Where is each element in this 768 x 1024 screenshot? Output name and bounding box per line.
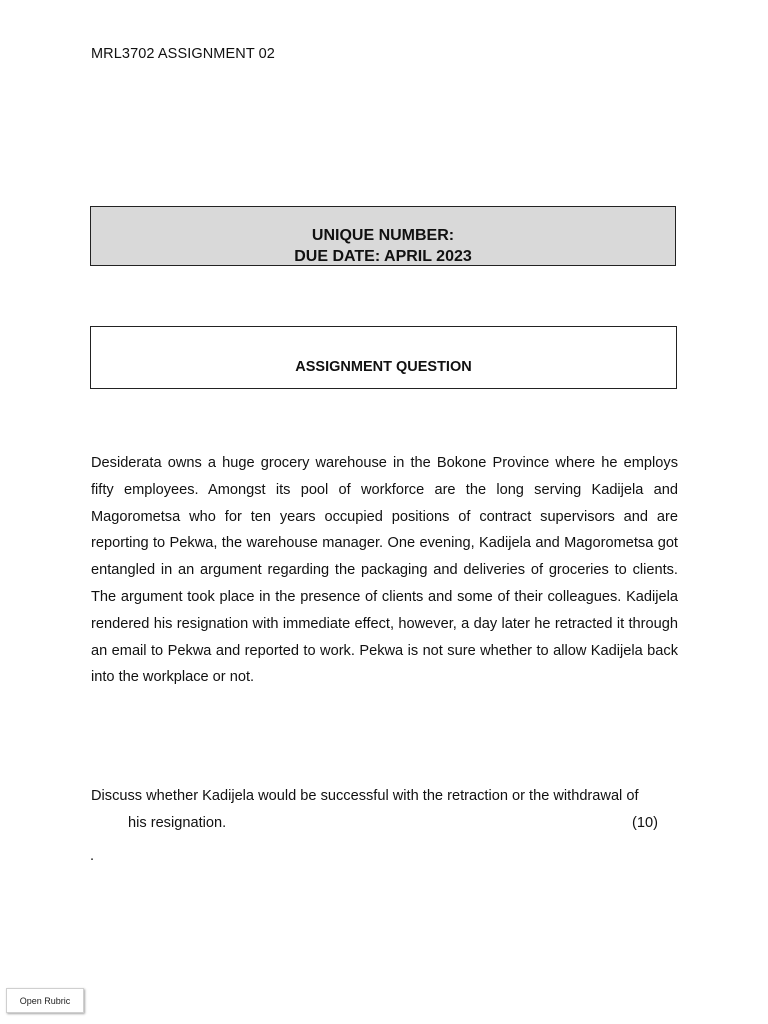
task-line-1: Discuss whether Kadijela would be successful with the retraction or the withdrawal of — [91, 788, 639, 804]
unique-number-label: UNIQUE NUMBER: — [311, 227, 455, 244]
task-line-2 — [128, 810, 658, 837]
task-line-2-text: his resignation. — [128, 815, 227, 831]
due-date-label: DUE DATE: APRIL 2023 — [294, 248, 472, 265]
scenario-paragraph: Desiderata owns a huge grocery warehouse in the Bokone Province where he employs fifty employees. Amongst its pool of workforce are the long serving Kadijela and Magorometsa who for ten years occupied positions of contract supervisors and are reporting to Pekwa, the warehouse manager. One evening, Kadijela and Magorometsa got entangled in an argument regarding the packaging and deliveries of groceries to clients. The argument took place in the presence of clients and some of their colleagues. Kadijela rendered his resignation with immediate effect, however, a day later he retracted it through an email to Pekwa and reported to work. Pekwa is not sure whether to allow Kadijela back into the workplace or not. — [91, 455, 678, 686]
trailing-dot: . — [90, 848, 95, 864]
info-box — [90, 206, 676, 266]
document-header: MRL3702 ASSIGNMENT 02 — [91, 46, 275, 62]
marks-label: (10) — [632, 815, 658, 831]
assignment-question-box — [90, 326, 677, 389]
open-rubric-button[interactable]: Open Rubric — [6, 988, 84, 1013]
assignment-question-title: ASSIGNMENT QUESTION — [295, 359, 472, 375]
